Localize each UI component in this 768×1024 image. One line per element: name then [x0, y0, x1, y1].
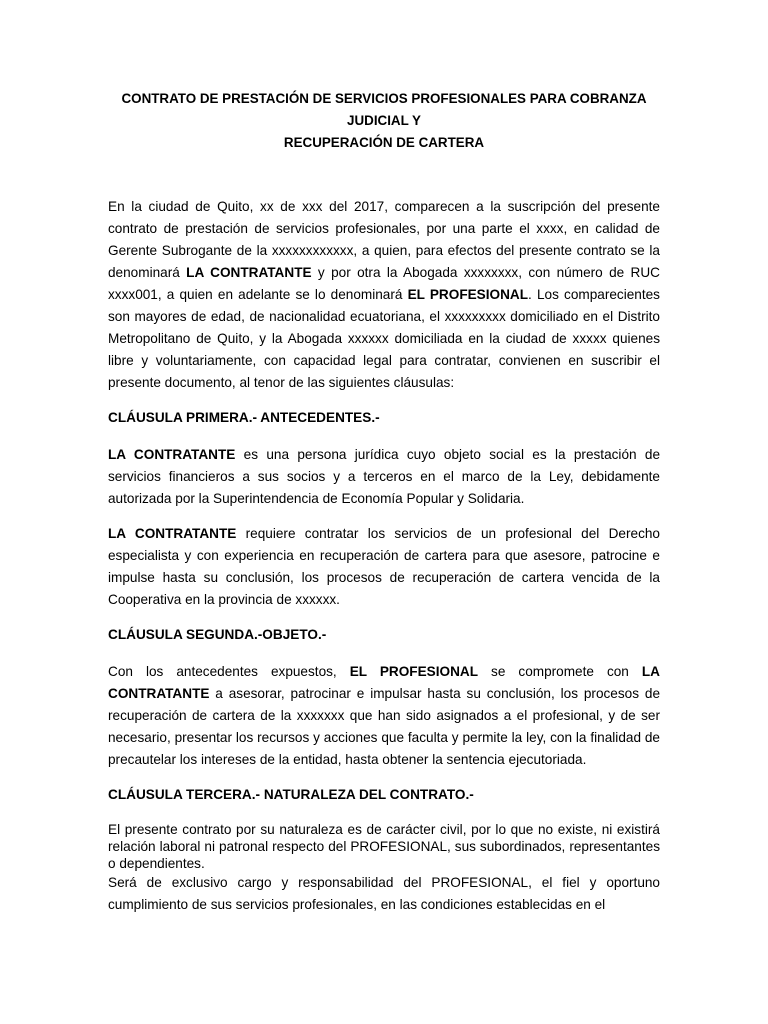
- clause-2-bold-profesional: EL PROFESIONAL: [349, 664, 479, 679]
- clause-2-text-3: a asesorar, patrocinar e impulsar hasta su conclusión, los procesos de recuperación de cartera de la xxxxxxx que han sido asignados a el profesional, y de ser necesario, presentar los recursos y acciones que faculta y permite la ley, con la finalidad de precautelar los intereses de la entidad, hasta obtener la sentencia ejecutoriada.: [108, 686, 660, 767]
- clause-2-text-2: se compromete con: [478, 664, 642, 679]
- clause-1-p1-bold: LA CONTRATANTE: [108, 447, 236, 462]
- clause-1-p2-text: requiere contratar los servicios de un profesional del Derecho especialista y con experiencia en recuperación de cartera para que asesore, patrocine e impulse hasta su conclusión, los procesos de recuperación de cartera vencida de la Cooperativa en la provincia de xxxxxx.: [108, 526, 660, 607]
- clause-3-paragraph-2: Será de exclusivo cargo y responsabilidad del PROFESIONAL, el fiel y oportuno cumplimiento de sus servicios profesionales, en las condiciones establecidas en el: [108, 875, 660, 912]
- clause-1-p1-text: es una persona jurídica cuyo objeto social es la prestación de servicios financieros a sus socios y a terceros en el marco de la Ley, debidamente autorizada por la Superintendencia de Economía Popular y Solidaria.: [108, 447, 660, 506]
- clause-2-paragraph: [108, 661, 660, 771]
- intro-paragraph: [108, 196, 660, 394]
- clause-1-p2-bold: LA CONTRATANTE: [108, 526, 237, 541]
- title-line-1: CONTRATO DE PRESTACIÓN DE SERVICIOS PROFESIONALES PARA COBRANZA JUDICIAL Y: [121, 91, 647, 128]
- intro-text-1: En la ciudad de Quito, xx de xxx del 2017, comparecen a la suscripción del presente contrato de prestación de servicios profesionales, por una parte el xxxx, en calidad de Gerente Subrogante de la xxxxxxxxxxxx, a quien, para efectos del presente contrato se la denominará: [108, 199, 660, 280]
- intro-text-2: y por otra la Abogada xxxxxxxx, con número de RUC xxxx001, a quien en adelante se lo denominará: [108, 265, 660, 302]
- clause-1-paragraph-2: [108, 523, 660, 611]
- clause-2-heading: CLÁUSULA SEGUNDA.-OBJETO.-: [108, 627, 327, 642]
- title-line-2: RECUPERACIÓN DE CARTERA: [283, 135, 485, 150]
- clause-1-heading: CLÁUSULA PRIMERA.- ANTECEDENTES.-: [108, 410, 380, 425]
- document-title: [108, 88, 660, 154]
- clause-3-paragraph-1: El presente contrato por su naturaleza es de carácter civil, por lo que no existe, ni existirá relación laboral ni patronal respecto del PROFESIONAL, sus subordinados, representantes o dependientes.: [108, 822, 660, 871]
- intro-bold-profesional: EL PROFESIONAL: [407, 287, 529, 302]
- clause-2-bold-contratante: LA CONTRATANTE: [108, 664, 660, 701]
- clause-2-text-1: Con los antecedentes expuestos,: [108, 664, 350, 679]
- intro-text-3: . Los comparecientes son mayores de edad, de nacionalidad ecuatoriana, el xxxxxxxxx domiciliado en el Distrito Metropolitano de Quito, y la Abogada xxxxxx domiciliada en la ciudad de xxxxx quienes libre y voluntariamente, con capacidad legal para contratar, convienen en suscribir el presente documento, al tenor de las siguientes cláusulas:: [108, 287, 660, 390]
- clause-1-paragraph-1: [108, 444, 660, 510]
- clause-3-heading: CLÁUSULA TERCERA.- NATURALEZA DEL CONTRATO.-: [108, 787, 474, 802]
- intro-bold-contratante: LA CONTRATANTE: [186, 265, 312, 280]
